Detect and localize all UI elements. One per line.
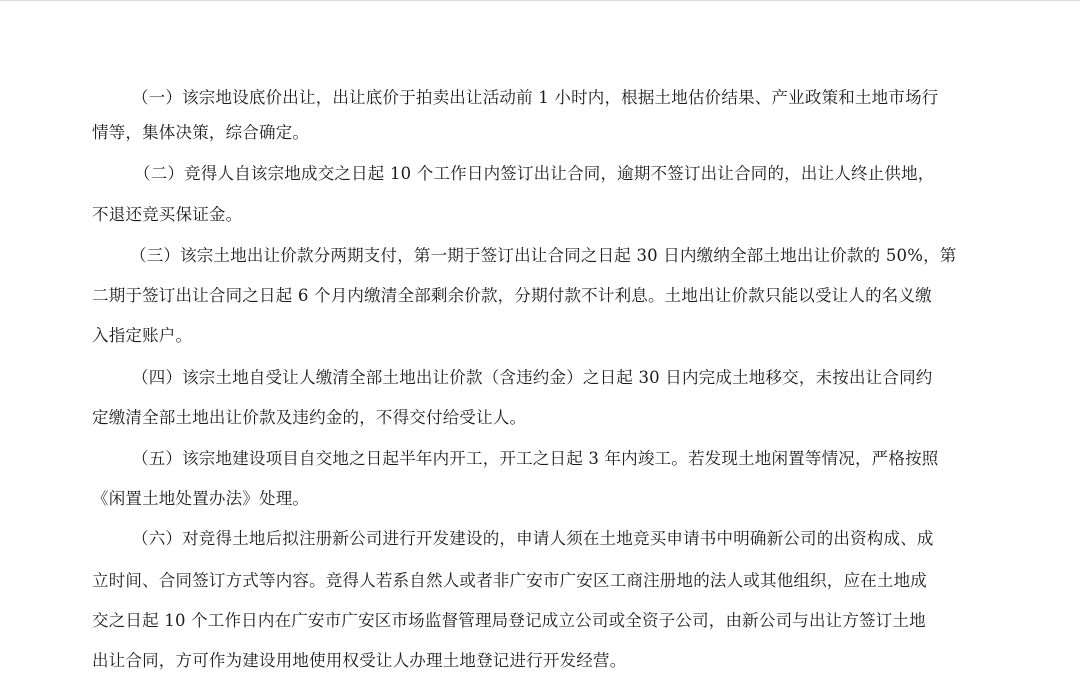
- paragraph-line: 《闲置土地处置办法》处理。: [92, 489, 310, 508]
- paragraph-line: 出让合同，方可作为建设用地使用权受让人办理土地登记进行开发经营。: [92, 651, 627, 670]
- paragraph-line: （三）该宗土地出让价款分两期支付，第一期于签订出让合同之日起 30 日内缴纳全部土地出让价款的 50%，第: [130, 246, 957, 265]
- paragraph-line: 立时间、合同签订方式等内容。竞得人若系自然人或者非广安市广安区工商注册地的法人或其他组织，应在土地成: [92, 571, 927, 590]
- paragraph-line: 交之日起 10 个工作日内在广安市广安区市场监督管理局登记成立公司或全资子公司，由新公司与出让方签订土地: [92, 611, 926, 630]
- paragraph-line: 不退还竞买保证金。: [92, 205, 243, 224]
- paragraph-line: 二期于签订出让合同之日起 6 个月内缴清全部剩余价款，分期付款不计利息。土地出让价款只能以受让人的名义缴: [92, 286, 932, 305]
- paragraph-line: （四）该宗土地自受让人缴清全部土地出让价款（含违约金）之日起 30 日内完成土地移交，未按出让合同约: [132, 368, 933, 387]
- paragraph-line: （五）该宗地建设项目自交地之日起半年内开工，开工之日起 3 年内竣工。若发现土地闲置等情况，严格按照: [132, 449, 939, 468]
- paragraph-line: 情等，集体决策，综合确定。: [92, 123, 310, 142]
- paragraph-line: （一）该宗地设底价出让，出让底价于拍卖出让活动前 1 小时内，根据土地估价结果、产业政策和土地市场行: [132, 88, 939, 107]
- paragraph-line: 定缴清全部土地出让价款及违约金的，不得交付给受让人。: [92, 408, 527, 427]
- paragraph-line: （二）竞得人自该宗地成交之日起 10 个工作日内签订出让合同，逾期不签订出让合同的，出让人终止供地，: [134, 164, 935, 183]
- paragraph-line: （六）对竞得土地后拟注册新公司进行开发建设的，申请人须在土地竞买申请书中明确新公司的出资构成、成: [132, 529, 934, 548]
- paragraph-line: 入指定账户。: [92, 326, 193, 345]
